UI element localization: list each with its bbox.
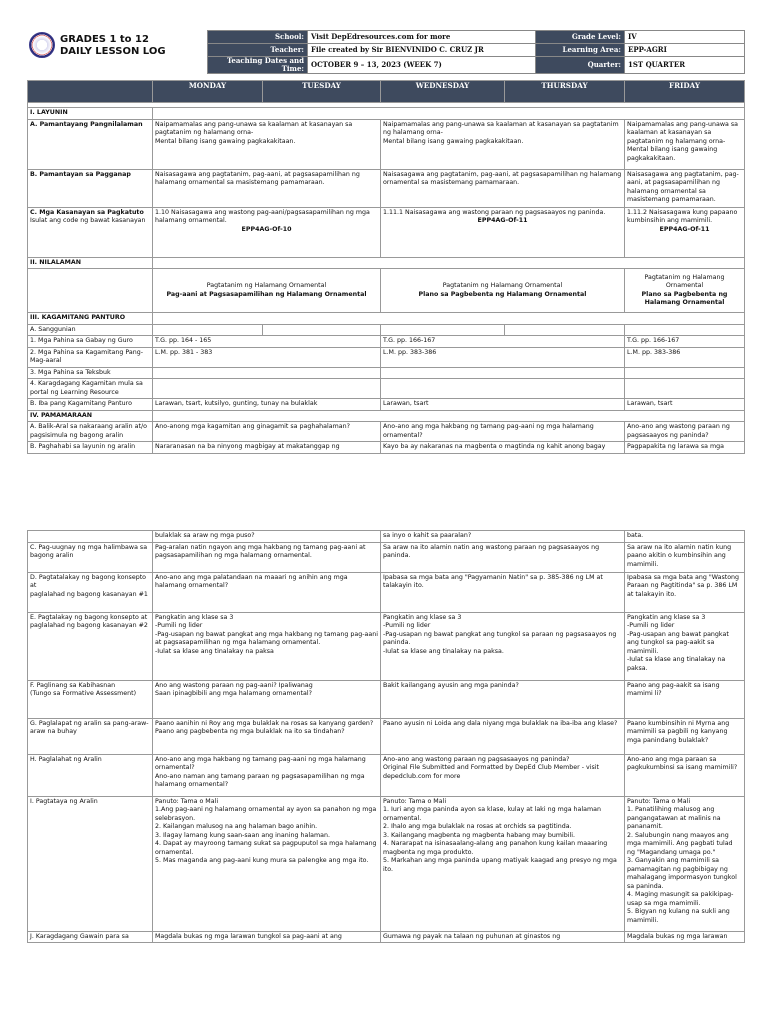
row-label-kasanayan [28, 207, 153, 257]
empty-cell [28, 531, 153, 543]
cell-c-fri-text: 1.11.2 Naisasagawa kung papaano kumbinsihin ang mamimili. [627, 208, 738, 224]
section-layunin: I. LAYUNIN [28, 108, 153, 120]
grade-label: Grade Level: [536, 31, 625, 44]
day-wednesday: WEDNESDAY [381, 81, 505, 103]
cell-e-mon: Pangkatin ang klase sa 3 -Pumili ng lider -Pag-usapan ng bawat pangkat ang mga hakbang ng tamang pag-aani at pagsasapamilihan ng mga halamang ornamental. -Iulat sa klase ang tinalakay na paksa [153, 612, 381, 680]
cell-i-mon: Panuto: Tama o Mali 1.Ang pag-aani ng halamang ornamental ay ayon sa panahon ng mga selebrasyon. 2. Kailangan malusog na ang halaman bago anihin. 3. Ilagay lamang kung saan-saan ang inaning halaman. 4. Dapat ay mayroong tamang sukat sa pagpuputol sa mga halamang ornamental. 5. Mas maganda ang pag-aani kung mura sa palengke ang mga ito. [153, 796, 381, 931]
empty-cell [153, 313, 745, 325]
empty-cell [505, 324, 625, 336]
empty-cell [153, 410, 745, 422]
corner-cell [28, 81, 153, 103]
cell-c-wed [381, 207, 625, 257]
cell-lm-wed: L.M. pp. 383-386 [381, 347, 625, 367]
cell-b-fri: Naisasagawa ang pagtatanim, pag-aani, at pagsasapamilihan ng halamang ornamental sa masistemang pamamaraan. [625, 169, 745, 207]
empty-cell [263, 324, 381, 336]
quarter-label: Quarter: [536, 57, 625, 74]
cell-nil-wed [381, 269, 625, 313]
cell-c-mon-text: 1.10 Naisasagawa ang wastong pag-aani/pagsasapamilihan ng mga halamang ornamental. [155, 208, 370, 224]
cell-c-wed: Sa araw na ito alamin natin ang wastong paraan ng pagsasaayos ng paninda. [381, 542, 625, 572]
section-pamamaraan: IV. PAMAMARAAN [28, 410, 153, 422]
cell-c-fri [625, 207, 745, 257]
cont-mon: bulaklak sa araw ng mga puso? [153, 531, 381, 543]
row-label-lm: 2. Mga Pahina sa Kagamitang Pang- Mag-aaral [28, 347, 153, 367]
cell-paghahabi-mon: Nararanasan na ba ninyong magbigay at makatanggap ng [153, 442, 381, 454]
day-thursday: THURSDAY [505, 81, 625, 103]
grade-value: IV [625, 31, 745, 44]
cell-gabay-wed: T.G. pp. 166-167 [381, 336, 625, 348]
cell-gabay-mon: T.G. pp. 164 - 165 [153, 336, 381, 348]
cell-h-wed: Ano-ano ang wastong paraan ng pagsasaayos ng paninda? Original File Submitted and Formatted by DepEd Club Member - visit depedclub.com for more [381, 754, 625, 796]
cell-i-fri: Panuto: Tama o Mali 1. Panatilihing malusog ang pangangatawan at malinis na pananamit. 2. Salubungin nang maayos ang mga mamimili. Ang pagbati tulad ng "Magandang umaga po." 3. Ganyakin ang mamimili sa pamamagitan ng pagbibigay ng mahalagang impormasyon tungkol sa paninda. 4. Maging masungit sa pakikipag-usap sa mga mamimili. 5. Bigyan ng kulang na sukli ang mamimili. [625, 796, 745, 931]
cell-h-mon: Ano-ano ang mga hakbang ng tamang pag-aani ng mga halamang ornamental? Ano-ano naman ang tamang paraan ng pagsasapamilihan ng mga halamang ornamental? [153, 754, 381, 796]
cell-c-fri-code: EPP4AG-Of-11 [659, 225, 710, 233]
cell-paghahabi-fri: Pagpapakita ng larawa sa mga [625, 442, 745, 454]
day-tuesday: TUESDAY [263, 81, 381, 103]
cell-f-mon: Ano ang wastong paraan ng pag-aani? Ipaliwanag Saan ipinagbibili ang mga halamang ornamental? [153, 680, 381, 718]
day-monday: MONDAY [153, 81, 263, 103]
row-label-pag-uugnay: C. Pag-uugnay ng mga halimbawa sa bagong aralin [28, 542, 153, 572]
cell-balik-wed: Ano-ano ang mga hakbang ng tamang pag-aani ng mga halamang ornamental? [381, 422, 625, 442]
cell-b-wed: Naisasagawa ang pagtatanim, pag-aani, at pagsasapamilihan ng halamang ornamental sa masistemang pamamaraan. [381, 169, 625, 207]
nil-mon-subtopic: Pag-aani at Pagsasapamilihan ng Halamang Ornamental [166, 290, 367, 298]
area-label: Learning Area: [536, 44, 625, 57]
row-label-paglalapat: G. Paglalapat ng aralin sa pang-araw- araw na buhay [28, 718, 153, 754]
empty-cell [381, 324, 505, 336]
lesson-log-table-page2 [27, 530, 745, 943]
kasanayan-title: C. Mga Kasanayan sa Pagkatuto [30, 208, 144, 216]
cell-paghahabi-wed: Kayo ba ay nakaranas na magbenta o magtinda ng kahit anong bagay [381, 442, 625, 454]
cell-a-mon: Naipamamalas ang pang-unawa sa kaalaman at kasanayan sa pagtatanim ng halamang orna- Mental bilang isang gawaing pagkakakitaan. [153, 119, 381, 169]
day-friday: FRIDAY [625, 81, 745, 103]
row-label-gabay: 1. Mga Pahina sa Gabay ng Guro [28, 336, 153, 348]
row-label-pamantayang-pangnilalaman: A. Pamantayang Pangnilalaman [28, 119, 153, 169]
title-line1: GRADES 1 to 12 [60, 34, 149, 45]
empty-cell [153, 379, 381, 399]
section-kagamitan: III. KAGAMITANG PANTURO [28, 313, 153, 325]
teacher-value: File created by Sir BIENVINIDO C. CRUZ JR [308, 44, 536, 57]
nil-wed-subtopic: Plano sa Pagbebenta ng Halamang Ornamental [418, 290, 587, 298]
header-info-table [207, 30, 745, 74]
school-label: School: [208, 31, 308, 44]
lesson-log-table-page1 [27, 80, 745, 454]
cell-f-wed: Bakit kailangang ayusin ang mga paninda? [381, 680, 625, 718]
empty-cell [625, 379, 745, 399]
title-line2: DAILY LESSON LOG [60, 46, 166, 57]
nil-fri-topic: Pagtatanim ng Halamang Ornamental [644, 273, 725, 289]
cell-c-wed-code: EPP4AG-Of-11 [477, 217, 528, 224]
cell-c-fri: Sa araw na ito alamin natin kung paano akitin o kumbinsihin ang mamimili. [625, 542, 745, 572]
cell-d-mon: Ano-ano ang mga palatandaan na maaari ng anihin ang mga halamang ornamental? [153, 572, 381, 612]
area-value: EPP-AGRI [625, 44, 745, 57]
row-label-pagtataya: I. Pagtataya ng Aralin [28, 796, 153, 931]
cell-j-fri: Magdala bukas ng mga larawan [625, 931, 745, 943]
cell-e-wed: Pangkatin ang klase sa 3 -Pumili ng lider -Pag-usapan ng bawat pangkat ang tungkol sa paraan ng pagsasaayos ng paninda. -Iulat sa klase ang tinalakay na paksa. [381, 612, 625, 680]
cell-c-wed-text: 1.11.1 Naisasagawa ang wastong paraan ng pagsasaayos ng paninda. [383, 208, 606, 216]
row-label-paglinang: F. Paglinang sa Kabihasnan (Tungo sa Formative Assessment) [28, 680, 153, 718]
cell-c-mon: Pag-aralan natin ngayon ang mga hakbang ng tamang pag-aani at pagsasapamilihan ng mga halamang ornamental. [153, 542, 381, 572]
empty-cell [153, 324, 263, 336]
row-label-pamantayan-sa-pagganap: B. Pamantayan sa Pagganap [28, 169, 153, 207]
cell-a-wed: Naipamamalas ang pang-unawa sa kaalaman at kasanayan sa pagtatanim ng halamang orna- Mental bilang isang gawaing pagkakakitaan. [381, 119, 625, 169]
empty-cell [625, 324, 745, 336]
school-value: Visit DepEdresources.com for more [308, 31, 536, 44]
cell-c-mon-code: EPP4AG-Of-10 [241, 225, 292, 233]
cell-nil-fri [625, 269, 745, 313]
cell-lm-mon: L.M. pp. 381 - 383 [153, 347, 381, 367]
cell-g-mon: Paano aanihin ni Roy ang mga bulaklak na rosas sa kanyang garden? Paano ang pagbebenta ng mga bulaklak na ito sa tindahan? [153, 718, 381, 754]
row-label-pagtatalakay-1: D. Pagtatalakay ng bagong konsepto at paglalahad ng bagong kasanayan #1 [28, 572, 153, 612]
cell-g-wed: Paano ayusin ni Loida ang dala niyang mga bulaklak na iba-iba ang klase? [381, 718, 625, 754]
row-label-sanggunian: A. Sanggunian [28, 324, 153, 336]
cell-i-wed: Panuto: Tama o Mali 1. Iuri ang mga paninda ayon sa klase, kulay at laki ng mga halaman ornamental. 2. Ihalo ang mga bulaklak na rosas at orchids sa pagtitinda. 3. Kailangang magbenta ng magbenta habang may bumibili. 4. Nararapat na isinasaalang-alang ang panahon kung kailan maaaring magbenta ng mga produkto. 5. Markahan ang mga paninda upang matiyak kaagad ang presyo ng mga ito. [381, 796, 625, 931]
row-label-paghahabi: B. Paghahabi sa layunin ng aralin [28, 442, 153, 454]
quarter-value: 1ST QUARTER [625, 57, 745, 74]
nil-fri-subtopic: Plano sa Pagbebenta ng Halamang Ornamental [641, 290, 728, 306]
row-label-pagtalakay-2: E. Pagtalakay ng bagong konsepto at paglalahad ng bagong kasanayan #2 [28, 612, 153, 680]
deped-seal-logo [29, 32, 55, 58]
cell-balik-fri: Ano-ano ang wastong paraan ng pagsasaayos ng paninda? [625, 422, 745, 442]
row-label-balik-aral: A. Balik-Aral sa nakaraang aralin at/o pagsisimula ng bagong aralin [28, 422, 153, 442]
section-nilalaman: II. NILALAMAN [28, 257, 153, 269]
dates-label: Teaching Dates and Time: [208, 57, 308, 74]
cell-j-mon: Magdala bukas ng mga larawan tungkol sa pag-aani at ang [153, 931, 381, 943]
cell-g-fri: Paano kumbinsihin ni Myrna ang mamimili sa pagbili ng kanyang mga panindang bulaklak? [625, 718, 745, 754]
nil-mon-topic: Pagtatanim ng Halamang Ornamental [206, 282, 327, 289]
kasanayan-sub: Isulat ang code ng bawat kasanayan [30, 217, 146, 224]
cell-a-fri: Naipamamalas ang pang-unawa sa kaalaman at kasanayan sa pagtatanim ng halamang orna- Mental bilang isang gawaing pagkakakitaan. [625, 119, 745, 169]
empty-cell [28, 269, 153, 313]
cell-iba-fri: Larawan, tsart [625, 399, 745, 411]
cell-gabay-fri: T.G. pp. 166-167 [625, 336, 745, 348]
cell-b-mon: Naisasagawa ang pagtatanim, pag-aani, at pagsasapamilihan ng halamang ornamental sa masistemang pamamaraan. [153, 169, 381, 207]
cell-d-wed: Ipabasa sa mga bata ang "Pagyamanin Natin" sa p. 385-386 ng LM at talakayin ito. [381, 572, 625, 612]
cell-balik-mon: Ano-anong mga kagamitan ang ginagamit sa paghahalaman? [153, 422, 381, 442]
row-label-iba-pang-kagamitan: B. Iba pang Kagamitang Panturo [28, 399, 153, 411]
row-label-teksbuk: 3. Mga Pahina sa Teksbuk [28, 367, 153, 379]
nil-wed-topic: Pagtatanim ng Halamang Ornamental [442, 282, 563, 289]
cell-nil-mon [153, 269, 381, 313]
row-label-paglalahat: H. Paglalahat ng Aralin [28, 754, 153, 796]
empty-cell [153, 367, 381, 379]
empty-cell [153, 257, 745, 269]
row-label-karagdagang-gawain: J. Karagdagang Gawain para sa [28, 931, 153, 943]
cell-c-mon [153, 207, 381, 257]
dates-value: OCTOBER 9 – 13, 2023 (WEEK 7) [308, 57, 536, 74]
teacher-label: Teacher: [208, 44, 308, 57]
empty-cell [153, 108, 745, 120]
cell-j-wed: Gumawa ng payak na talaan ng puhunan at ginastos ng [381, 931, 625, 943]
cell-iba-wed: Larawan, tsart [381, 399, 625, 411]
cell-lm-fri: L.M. pp. 383-386 [625, 347, 745, 367]
cont-wed: sa inyo o kahit sa paaralan? [381, 531, 625, 543]
cell-e-fri: Pangkatin ang klase sa 3 -Pumili ng lider -Pag-usapan ang bawat pangkat ang tungkol sa pag-aakit sa mamimili. -Iulat sa klase ang tinalakay na paksa. [625, 612, 745, 680]
cell-f-fri: Paano ang pag-aakit sa isang mamimi li? [625, 680, 745, 718]
row-label-learning-resource: 4. Karagdagang Kagamitan mula sa portal ng Learning Resource [28, 379, 153, 399]
cont-fri: bata. [625, 531, 745, 543]
empty-cell [381, 367, 625, 379]
cell-h-fri: Ano-ano ang mga paraan sa pagkukumbinsi sa isang mamimili? [625, 754, 745, 796]
cell-d-fri: Ipabasa sa mga bata ang "Wastong Paraan ng Pagtitinda" sa p. 386 LM at talakayin ito. [625, 572, 745, 612]
cell-iba-mon: Larawan, tsart, kutsilyo, gunting, tunay na bulaklak [153, 399, 381, 411]
empty-cell [381, 379, 625, 399]
empty-cell [625, 367, 745, 379]
